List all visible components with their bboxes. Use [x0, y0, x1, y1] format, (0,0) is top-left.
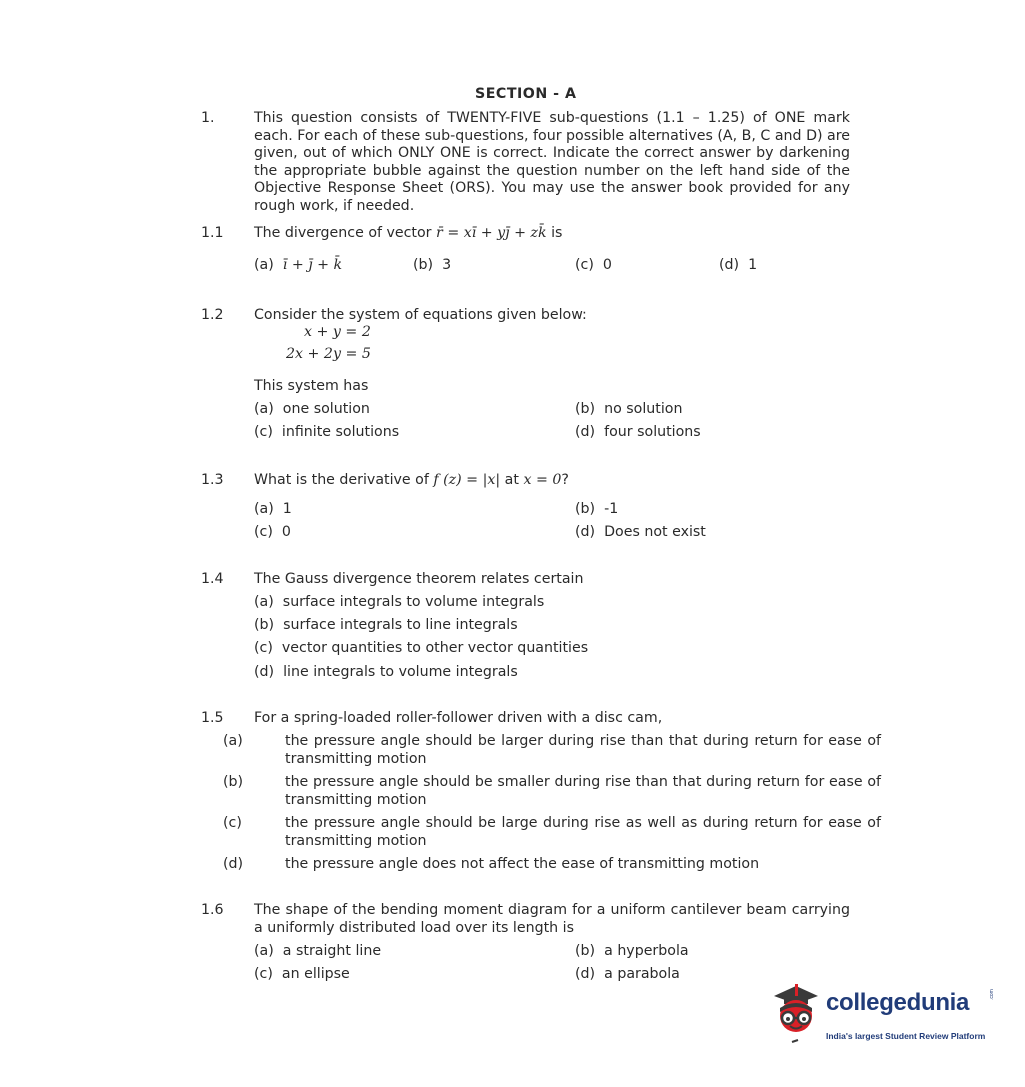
stem-text: ? [561, 472, 569, 488]
option [254, 257, 342, 275]
option [254, 501, 292, 519]
option-label: (d) [575, 966, 596, 982]
mascot-icon [766, 982, 826, 1052]
option [575, 401, 682, 419]
option-label: (b) [575, 401, 596, 417]
section-title: SECTION - A [475, 86, 577, 102]
option-text: a hyperbola [604, 943, 689, 959]
option [254, 966, 350, 984]
option-text: 1 [282, 501, 292, 517]
question-number: 1.1 [201, 225, 224, 241]
option-text: 0 [602, 257, 612, 273]
option-text: surface integrals to line integrals [283, 617, 518, 633]
question-number: 1.3 [201, 472, 224, 488]
option-label: (a) [254, 257, 274, 273]
option-label: (c) [254, 424, 273, 440]
option-text: a parabola [604, 966, 680, 982]
option [254, 594, 544, 612]
option-text: 1 [748, 257, 758, 273]
option [575, 257, 612, 275]
logo-suffix: .com [989, 989, 995, 1000]
question-stem [254, 225, 850, 243]
option-text: Does not exist [604, 524, 706, 540]
option-text: no solution [604, 401, 683, 417]
stem-text: The divergence of vector [254, 225, 432, 241]
option [223, 856, 881, 874]
logo-wordmark: collegedunia [826, 989, 970, 1016]
stem-math: r̄ = xī + yj̄ + zk̄ [436, 225, 547, 241]
logo-tagline: India's largest Student Review Platform [826, 1031, 986, 1041]
option-text: -1 [604, 501, 619, 517]
question-number: 1. [201, 110, 215, 126]
option-text: the pressure angle should be larger during rise than that during return for ease of transmitting motion [285, 733, 881, 767]
stem-math: x = 0 [523, 472, 562, 488]
question-number: 1.6 [201, 902, 224, 918]
option-label: (a) [254, 501, 274, 517]
stem-text: is [551, 225, 563, 241]
option [575, 501, 618, 519]
option [575, 943, 689, 961]
option-label: (d) [223, 856, 244, 872]
option [223, 815, 881, 850]
option-label: (b) [413, 257, 434, 273]
option-label: (a) [254, 401, 274, 417]
option-text: a straight line [282, 943, 382, 959]
option-text: ī + j̄ + k̄ [282, 257, 343, 273]
option-label: (b) [575, 943, 596, 959]
option-label: (b) [575, 501, 596, 517]
option-text: an ellipse [281, 966, 350, 982]
option-label: (d) [254, 664, 275, 680]
option-label: (a) [254, 594, 274, 610]
option-label: (c) [223, 815, 242, 831]
option-text: four solutions [604, 424, 701, 440]
question-stem [254, 472, 850, 490]
option [254, 524, 291, 542]
equation: x + y = 2 [304, 324, 371, 340]
option [719, 257, 757, 275]
option-label: (c) [575, 257, 594, 273]
option-label: (b) [254, 617, 275, 633]
option-label: (c) [254, 966, 273, 982]
option [575, 966, 680, 984]
option-label: (d) [575, 424, 596, 440]
option [223, 774, 881, 809]
stem-text: at [504, 472, 519, 488]
question-stem: For a spring-loaded roller-follower driven with a disc cam, [254, 710, 663, 726]
option [223, 733, 881, 768]
option-label: (d) [719, 257, 740, 273]
option-text: the pressure angle does not affect the ease of transmitting motion [285, 856, 760, 872]
option [254, 943, 381, 961]
option-label: (d) [575, 524, 596, 540]
option-label: (a) [254, 943, 274, 959]
equation: 2x + 2y = 5 [286, 346, 371, 362]
option [254, 640, 588, 658]
stem-math: f (z) = |x| [433, 472, 501, 488]
collegedunia-logo [766, 982, 996, 1052]
option [254, 401, 370, 419]
option-text: the pressure angle should be large during rise as well as during return for ease of transmitting motion [285, 815, 881, 849]
stem-text: What is the derivative of [254, 472, 429, 488]
option [254, 424, 399, 442]
question-instructions: This question consists of TWENTY-FIVE sub-questions (1.1 – 1.25) of ONE mark each. For each of these sub-questions, four possible alternatives (A, B, C and D) are given, out of which ONLY ONE is correct. Indicate the correct answer by darkening the appropriate bubble against the question number on the left hand side of the Objective Response Sheet (ORS). You may use the answer book provided for any rough work, if needed. [254, 110, 850, 214]
option-label: (a) [223, 733, 243, 749]
option-label: (c) [254, 640, 273, 656]
option-text: the pressure angle should be smaller during rise than that during return for ease of transmitting motion [285, 774, 881, 808]
option-text: line integrals to volume integrals [283, 664, 518, 680]
option [575, 424, 701, 442]
question-stem: Consider the system of equations given below: [254, 307, 587, 323]
option [254, 617, 518, 635]
question-number: 1.2 [201, 307, 224, 323]
question-stem: The shape of the bending moment diagram for a uniform cantilever beam carrying a uniformly distributed load over its length is [254, 902, 850, 936]
option-text: one solution [282, 401, 370, 417]
option-label: (b) [223, 774, 244, 790]
question-lead: This system has [254, 378, 369, 394]
option [575, 524, 706, 542]
question-number: 1.4 [201, 571, 224, 587]
option [413, 257, 451, 275]
option-text: vector quantities to other vector quantities [281, 640, 589, 656]
option-label: (c) [254, 524, 273, 540]
question-stem: The Gauss divergence theorem relates certain [254, 571, 584, 587]
option [254, 664, 518, 682]
option-text: 3 [442, 257, 452, 273]
option-text: infinite solutions [281, 424, 400, 440]
question-number: 1.5 [201, 710, 224, 726]
option-text: 0 [281, 524, 291, 540]
option-text: surface integrals to volume integrals [282, 594, 545, 610]
